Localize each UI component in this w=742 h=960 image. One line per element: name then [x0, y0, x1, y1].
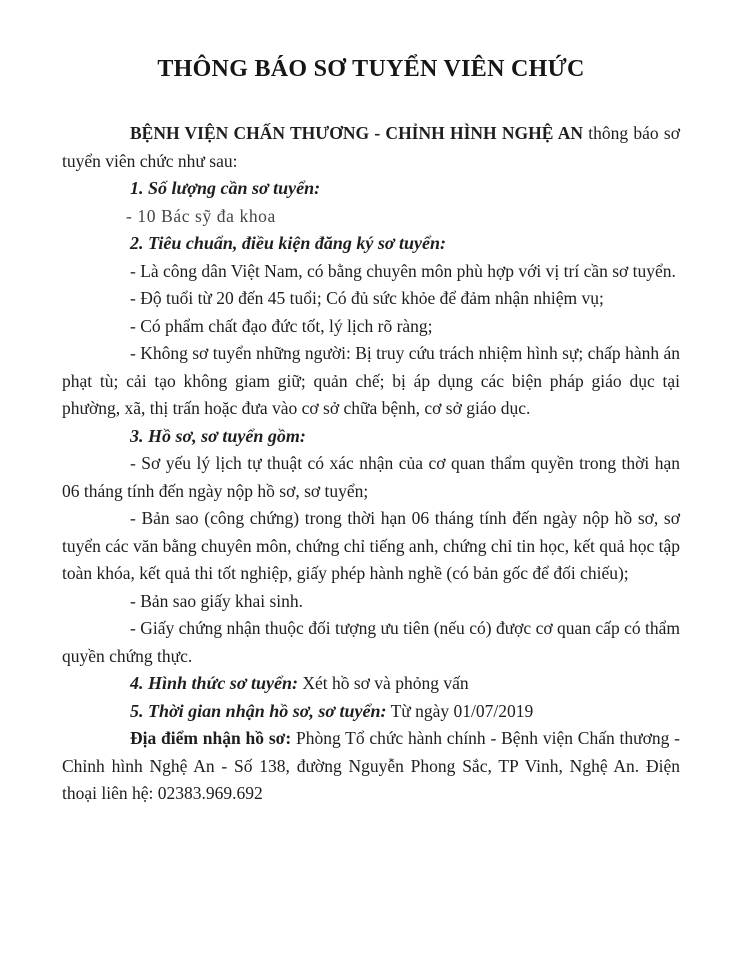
section5-text: Từ ngày 01/07/2019	[386, 700, 534, 721]
section2-item-age-health: - Độ tuổi từ 20 đến 45 tuổi; Có đủ sức khỏe để đảm nhận nhiệm vụ;	[130, 288, 604, 308]
section2-item-ethics: - Có phẩm chất đạo đức tốt, lý lịch rõ ràng;	[130, 315, 433, 336]
location-paragraph	[62, 725, 680, 808]
section2-item-exclusions: - Không sơ tuyển những người: Bị truy cứu trách nhiệm hình sự; chấp hành án phạt tù; cải tạo không giam giữ; quản chế; bị áp dụng các biện pháp giáo dục tại phường, xã, thị trấn hoặc đưa vào cơ sở chữa bệnh, cơ sở giáo dục.	[62, 343, 680, 418]
section5-heading: 5. Thời gian nhận hồ sơ, sơ tuyển:	[130, 700, 387, 721]
location-text: Phòng Tổ chức hành chính - Bệnh viện Chấn thương - Chỉnh hình Nghệ An - Số 138, đường Nguyễn Phong Sắc, TP Vinh, Nghệ An. Điện thoại liên hệ: 02383.969.692	[62, 728, 680, 803]
section1-item-quantity: - 10 Bác sỹ đa khoa	[126, 205, 276, 226]
intro-paragraph	[62, 120, 680, 175]
section2-heading: 2. Tiêu chuẩn, điều kiện đăng ký sơ tuyển:	[130, 233, 447, 253]
section3-item-resume: - Sơ yếu lý lịch tự thuật có xác nhận của cơ quan thẩm quyền trong thời hạn 06 tháng tính đến ngày nộp hồ sơ, sơ tuyển;	[62, 453, 680, 501]
section3-item-birth-certificate: - Bản sao giấy khai sinh.	[130, 590, 304, 611]
section4-line	[62, 670, 680, 698]
intro-text: thông báo sơ tuyển viên chức như sau:	[62, 123, 680, 171]
hospital-name: BỆNH VIỆN CHẤN THƯƠNG - CHỈNH HÌNH NGHỆ AN	[130, 123, 584, 143]
section5-line	[62, 698, 680, 726]
location-label: Địa điểm nhận hồ sơ:	[130, 728, 292, 748]
document-title: THÔNG BÁO SƠ TUYỂN VIÊN CHỨC	[157, 56, 585, 82]
section4-text: Xét hồ sơ và phỏng vấn	[297, 673, 469, 693]
section3-item-copies: - Bản sao (công chứng) trong thời hạn 06 tháng tính đến ngày nộp hồ sơ, sơ tuyển các văn bằng chuyên môn, chứng chỉ tiếng anh, chứng chỉ tin học, kết quả học tập toàn khóa, kết quả thi tốt nghiệp, giấy phép hành nghề (có bản gốc để đối chiếu);	[62, 508, 680, 583]
section3-heading: 3. Hồ sơ, sơ tuyển gồm:	[130, 425, 306, 446]
section4-heading: 4. Hình thức sơ tuyển:	[130, 673, 298, 693]
section2-item-citizenship: - Là công dân Việt Nam, có bằng chuyên môn phù hợp với vị trí cần sơ tuyển.	[130, 260, 676, 281]
section3-item-priority-certificate: - Giấy chứng nhận thuộc đối tượng ưu tiên (nếu có) được cơ quan cấp có thẩm quyền chứng thực.	[62, 618, 680, 666]
section1-heading: 1. Số lượng cần sơ tuyển:	[130, 178, 321, 198]
